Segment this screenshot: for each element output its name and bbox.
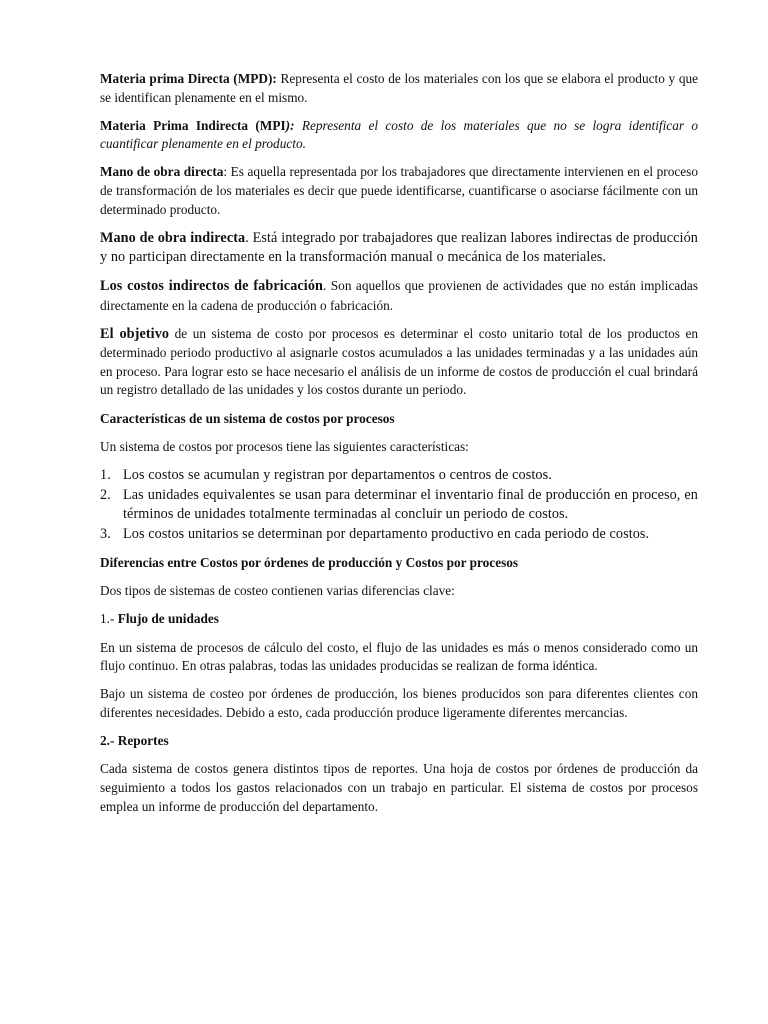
- paragraph-objetivo: [100, 325, 698, 400]
- subheading-title: Flujo de unidades: [114, 611, 219, 627]
- definition-objetivo: de un sistema de costo por procesos es determinar el costo unitario total de los productos en determinado periodo productivo al asignarle costos acumulados a las unidades terminadas y a las unidades aún en proceso. Para lograr esto se hace necesario el análisis de un informe de costos de producción el cual brindará un registro detallado de las unidades y los costos durante un periodo.: [100, 325, 698, 398]
- paragraph-mpd: [100, 70, 698, 107]
- subheading-flujo-unidades: [100, 610, 698, 629]
- list-item-number: 1.: [100, 467, 111, 484]
- term-objetivo: El objetivo: [100, 325, 170, 342]
- subheading-number: 1.-: [100, 611, 115, 627]
- paragraph-mano-obra-directa: [100, 163, 698, 219]
- list-item: [100, 466, 698, 486]
- term-mano-obra-directa: Mano de obra directa: [100, 164, 224, 180]
- list-item-text: Las unidades equivalentes se usan para determinar el inventario final de producción en proceso, en términos de unidades totalmente terminadas al concluir un periodo de costos.: [123, 486, 698, 523]
- paragraph-mano-obra-indirecta: [100, 229, 698, 268]
- definition-mpd: Representa el costo de los materiales con los que se elabora el producto y que se identifican plenamente en el mismo.: [100, 71, 699, 105]
- heading-caracteristicas: Características de un sistema de costos por procesos: [100, 410, 395, 426]
- definition-costos-indirectos: . Son aquellos que provienen de actividades que no están implicadas directamente en la cadena de producción o fabricación.: [100, 278, 698, 313]
- list-item-text: Los costos unitarios se determinan por departamento productivo en cada periodo de costos.: [123, 525, 650, 542]
- term-mano-obra-indirecta: Mano de obra indirecta: [100, 229, 246, 246]
- paragraph-mpi: [100, 117, 698, 154]
- definition-mano-obra-indirecta: . Está integrado por trabajadores que realizan labores indirectas de producción y no participan directamente en la transformación manual o mecánica de los materiales.: [100, 229, 698, 266]
- term-mpi-suffix: ):: [285, 117, 295, 133]
- term-mpi: Materia Prima Indirecta (MPI: [100, 117, 286, 133]
- paragraph-flujo-procesos: En un sistema de procesos de cálculo del costo, el flujo de las unidades es más o menos considerado como un flujo continuo. En otras palabras, todas las unidades producidas se realizan de forma idéntica.: [100, 639, 698, 674]
- paragraph-flujo-ordenes: Bajo un sistema de costeo por órdenes de producción, los bienes producidos son para diferentes clientes con diferentes necesidades. Debido a esto, cada producción produce ligeramente diferentes mercancias.: [100, 686, 698, 720]
- heading-diferencias: Diferencias entre Costos por órdenes de producción y Costos por procesos: [100, 554, 519, 570]
- subheading-reportes: 2.- Reportes: [100, 732, 169, 748]
- list-item: [100, 525, 698, 545]
- list-item-number: 2.: [100, 486, 111, 503]
- paragraph-costos-indirectos: [100, 277, 698, 315]
- definition-mpi: Representa el costo de los materiales que no se logra identificar o cuantificar plenamente en el producto.: [100, 117, 698, 152]
- definition-mano-obra-directa: : Es aquella representada por los trabajadores que directamente intervienen en el proceso de transformación de los materiales es decir que puede identificarse, cuantificarse o asociarse fácilmente con un determinado producto.: [100, 164, 698, 217]
- paragraph-reportes: Cada sistema de costos genera distintos tipos de reportes. Una hoja de costos por órdenes de producción da seguimiento a todos los gastos relacionados con un trabajo en particular. El sistema de costos por procesos emplea un informe de producción del departamento.: [100, 761, 698, 814]
- term-costos-indirectos: Los costos indirectos de fabricación: [100, 278, 324, 295]
- list-item-text: Los costos se acumulan y registran por departamentos o centros de costos.: [123, 467, 552, 484]
- term-mpd: Materia prima Directa (MPD):: [100, 71, 277, 86]
- list-item-number: 3.: [100, 525, 111, 542]
- paragraph-diferencias-intro: Dos tipos de sistemas de costeo contienen varias diferencias clave:: [100, 583, 455, 599]
- list-item: [100, 486, 698, 525]
- paragraph-caracteristicas-intro: Un sistema de costos por procesos tiene las siguientes características:: [100, 439, 469, 455]
- characteristics-list: [100, 466, 698, 544]
- document-page: [100, 70, 698, 826]
